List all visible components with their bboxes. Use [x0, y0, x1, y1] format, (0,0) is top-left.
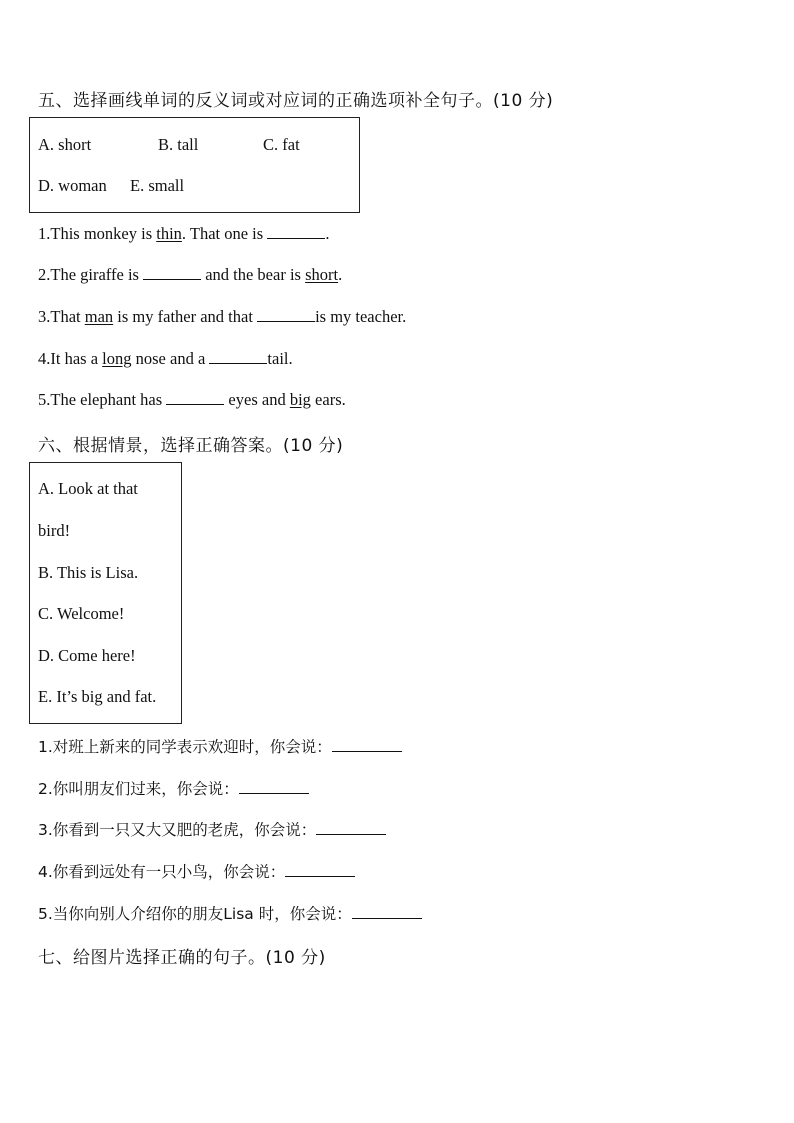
option-a-continued: bird! — [38, 521, 71, 540]
section5-options-box — [29, 117, 360, 213]
underlined-word: long — [102, 349, 132, 368]
answer-blank[interactable] — [209, 349, 267, 364]
answer-blank[interactable] — [239, 779, 309, 794]
question-text: . — [338, 265, 343, 284]
question-text: 3.你看到一只又大又肥的老虎，你会说： — [38, 821, 317, 839]
question-text: 2.你叫朋友们过来，你会说： — [38, 780, 239, 798]
answer-blank[interactable] — [143, 265, 201, 280]
option-d: D. Come here! — [38, 646, 136, 665]
s6-question-5 — [38, 902, 422, 924]
answer-blank[interactable] — [352, 904, 422, 919]
option-a: A. Look at that — [38, 479, 138, 498]
question-text: nose and a — [131, 349, 210, 368]
question-text: . That one is — [181, 224, 268, 243]
question-number: 5. — [38, 390, 51, 409]
section7-heading: 七、给图片选择正确的句子。(10 分) — [38, 948, 326, 968]
option-e: E. small — [130, 176, 185, 195]
question-text: and the bear is — [201, 265, 306, 284]
s6-question-1 — [38, 735, 402, 757]
question-text: That — [50, 307, 85, 326]
option-c: C. fat — [263, 135, 300, 154]
question-text: This monkey is — [50, 224, 157, 243]
question-text: The giraffe is — [50, 265, 144, 284]
question-text: 4.你看到远处有一只小鸟，你会说： — [38, 863, 286, 881]
question-text: eyes and — [224, 390, 290, 409]
option-e: E. It’s big and fat. — [38, 687, 157, 706]
option-c: C. Welcome! — [38, 604, 125, 623]
s6-question-4 — [38, 860, 355, 882]
question-text: ears. — [310, 390, 346, 409]
s5-question-2 — [38, 265, 342, 285]
question-text: is my father and that — [113, 307, 258, 326]
question-number: 1. — [38, 224, 51, 243]
question-text: . — [325, 224, 330, 243]
option-b: B. tall — [158, 135, 199, 154]
question-number: 2. — [38, 265, 51, 284]
s5-question-1 — [38, 224, 329, 244]
question-text: is my teacher. — [315, 307, 407, 326]
underlined-word: man — [84, 307, 114, 326]
question-text: 5.当你向别人介绍你的朋友Lisa 时，你会说： — [38, 905, 352, 923]
question-text: The elephant has — [50, 390, 167, 409]
option-b: B. This is Lisa. — [38, 563, 139, 582]
underlined-word: short — [305, 265, 339, 284]
answer-blank[interactable] — [316, 820, 386, 835]
s5-question-5 — [38, 390, 346, 410]
answer-blank[interactable] — [166, 390, 224, 405]
question-number: 3. — [38, 307, 51, 326]
answer-blank[interactable] — [257, 307, 315, 322]
underlined-word: big — [289, 390, 311, 409]
question-text: It has a — [50, 349, 103, 368]
section6-heading: 六、根据情景，选择正确答案。(10 分) — [38, 436, 344, 456]
question-number: 4. — [38, 349, 51, 368]
section6-options-box — [29, 462, 182, 724]
option-a: A. short — [38, 135, 92, 154]
question-text: tail. — [267, 349, 293, 368]
question-text: 1.对班上新来的同学表示欢迎时，你会说： — [38, 738, 332, 756]
s6-question-2 — [38, 777, 309, 799]
answer-blank[interactable] — [285, 862, 355, 877]
option-d: D. woman — [38, 176, 107, 195]
answer-blank[interactable] — [267, 224, 325, 239]
underlined-word: thin — [156, 224, 182, 243]
s5-question-3 — [38, 307, 406, 327]
section5-heading: 五、选择画线单词的反义词或对应词的正确选项补全句子。(10 分) — [38, 91, 554, 111]
s5-question-4 — [38, 349, 293, 369]
answer-blank[interactable] — [332, 737, 402, 752]
s6-question-3 — [38, 818, 386, 840]
